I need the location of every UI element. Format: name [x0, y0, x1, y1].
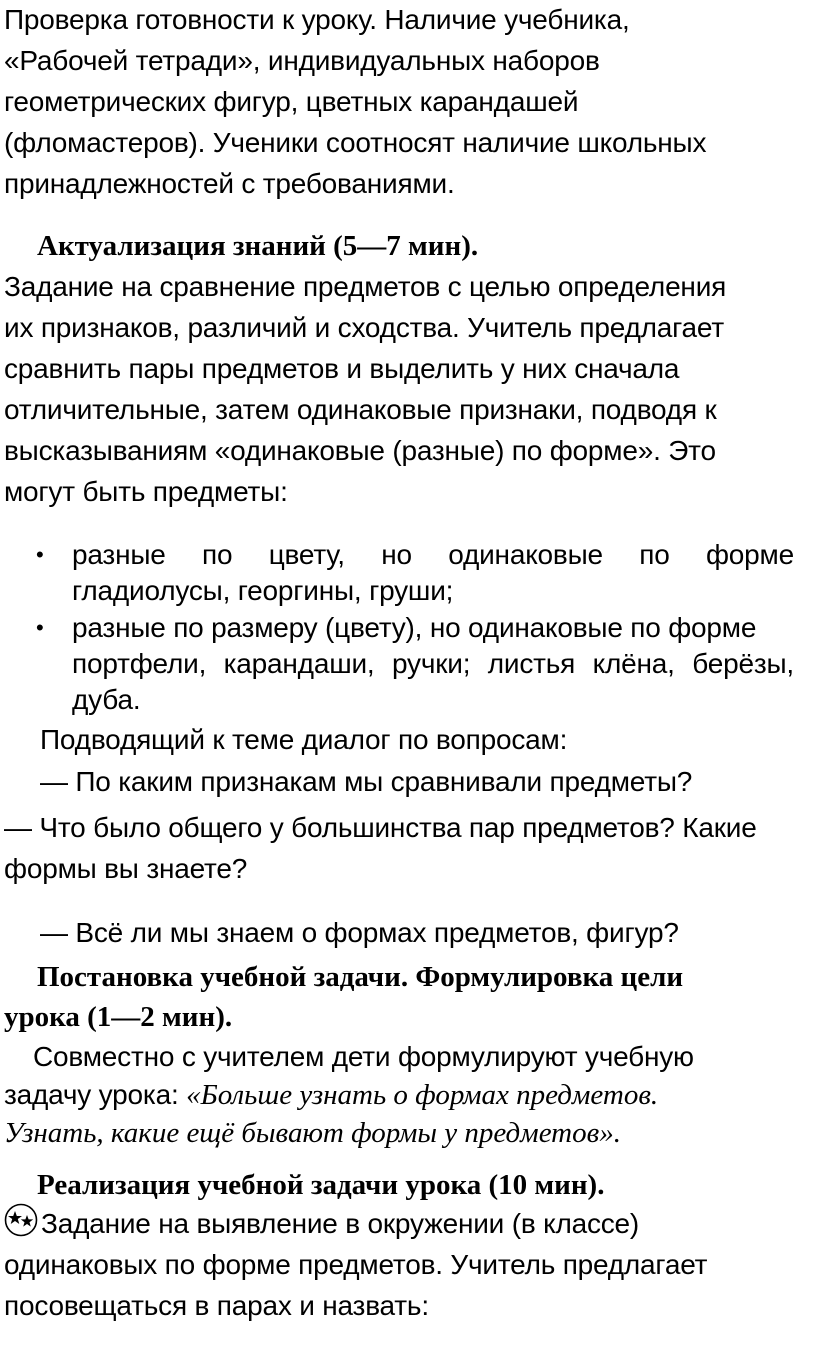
word: берёзы, — [692, 648, 794, 679]
paragraph-line: сравнить пары предметов и выделить у них сначала — [4, 353, 680, 384]
section-heading: Реализация учебной задачи урока (10 мин). — [37, 1169, 605, 1201]
dialog-question: — Что было общего у большинства пар предметов? Какие — [4, 812, 757, 843]
dialog-intro: Подводящий к теме диалог по вопросам: — [40, 724, 568, 755]
word: клёна, — [592, 648, 675, 679]
dialog-question: формы вы знаете? — [4, 853, 248, 884]
paragraph-line: отличительные, затем одинаковые признаки, подводя к — [4, 394, 717, 425]
section-heading: Постановка учебной задачи. Формулировка цели — [37, 961, 684, 993]
list-item-line — [72, 644, 794, 684]
word: разные — [72, 539, 166, 570]
word: форме — [705, 539, 794, 570]
dialog-question: — Всё ли мы знаем о формах предметов, фигур? — [40, 917, 679, 948]
intro-line: геометрических фигур, цветных карандашей — [4, 86, 579, 117]
word: одинаковые — [448, 539, 603, 570]
paragraph-line: Задание на выявление в окружении (в классе) — [41, 1208, 640, 1239]
dialog-question: — По каким признакам мы сравнивали предметы? — [40, 766, 693, 797]
list-item-line: разные по размеру (цвету), но одинаковые по форме — [72, 612, 757, 643]
word: листья — [487, 648, 576, 679]
list-item-line — [72, 535, 794, 575]
lesson-goal-quote: Узнать, какие ещё бывают формы у предметов». — [4, 1117, 621, 1149]
intro-line: (фломастеров). Ученики соотносят наличие школьных — [4, 127, 707, 158]
paragraph-line: их признаков, различий и сходства. Учитель предлагает — [4, 312, 724, 343]
list-item-line: дуба. — [72, 684, 141, 715]
paragraph-line: одинаковых по форме предметов. Учитель предлагает — [4, 1249, 708, 1280]
stars-icon — [4, 1203, 38, 1237]
intro-line: «Рабочей тетради», индивидуальных наборов — [4, 45, 600, 76]
paragraph-line: Совместно с учителем дети формулируют учебную — [33, 1041, 694, 1072]
paragraph-line: могут быть предметы: — [4, 476, 288, 507]
paragraph-text: задачу урока: — [4, 1079, 187, 1110]
intro-line: принадлежностей с требованиями. — [4, 168, 455, 199]
word: карандаши, — [223, 648, 375, 679]
word: цвету, — [268, 539, 345, 570]
word: по — [202, 539, 233, 570]
intro-line: Проверка готовности к уроку. Наличие учебника, — [4, 4, 630, 35]
paragraph-line: посовещаться в парах и назвать: — [4, 1290, 429, 1321]
bullet-marker: • — [36, 615, 44, 640]
section-heading: урока (1—2 мин). — [4, 1001, 233, 1033]
word: но — [381, 539, 412, 570]
lesson-goal-quote: «Больше узнать о формах предметов. — [186, 1079, 659, 1111]
bullet-marker: • — [36, 542, 44, 567]
paragraph-line: Задание на сравнение предметов с целью определения — [4, 271, 727, 302]
paragraph-line: высказываниям «одинаковые (разные) по форме». Это — [4, 435, 716, 466]
word: по — [639, 539, 670, 570]
section-heading: Актуализация знаний (5—7 мин). — [37, 230, 479, 262]
word: ручки; — [391, 648, 471, 679]
list-item-line: гладиолусы, георгины, груши; — [72, 575, 454, 606]
word: портфели, — [72, 648, 207, 679]
